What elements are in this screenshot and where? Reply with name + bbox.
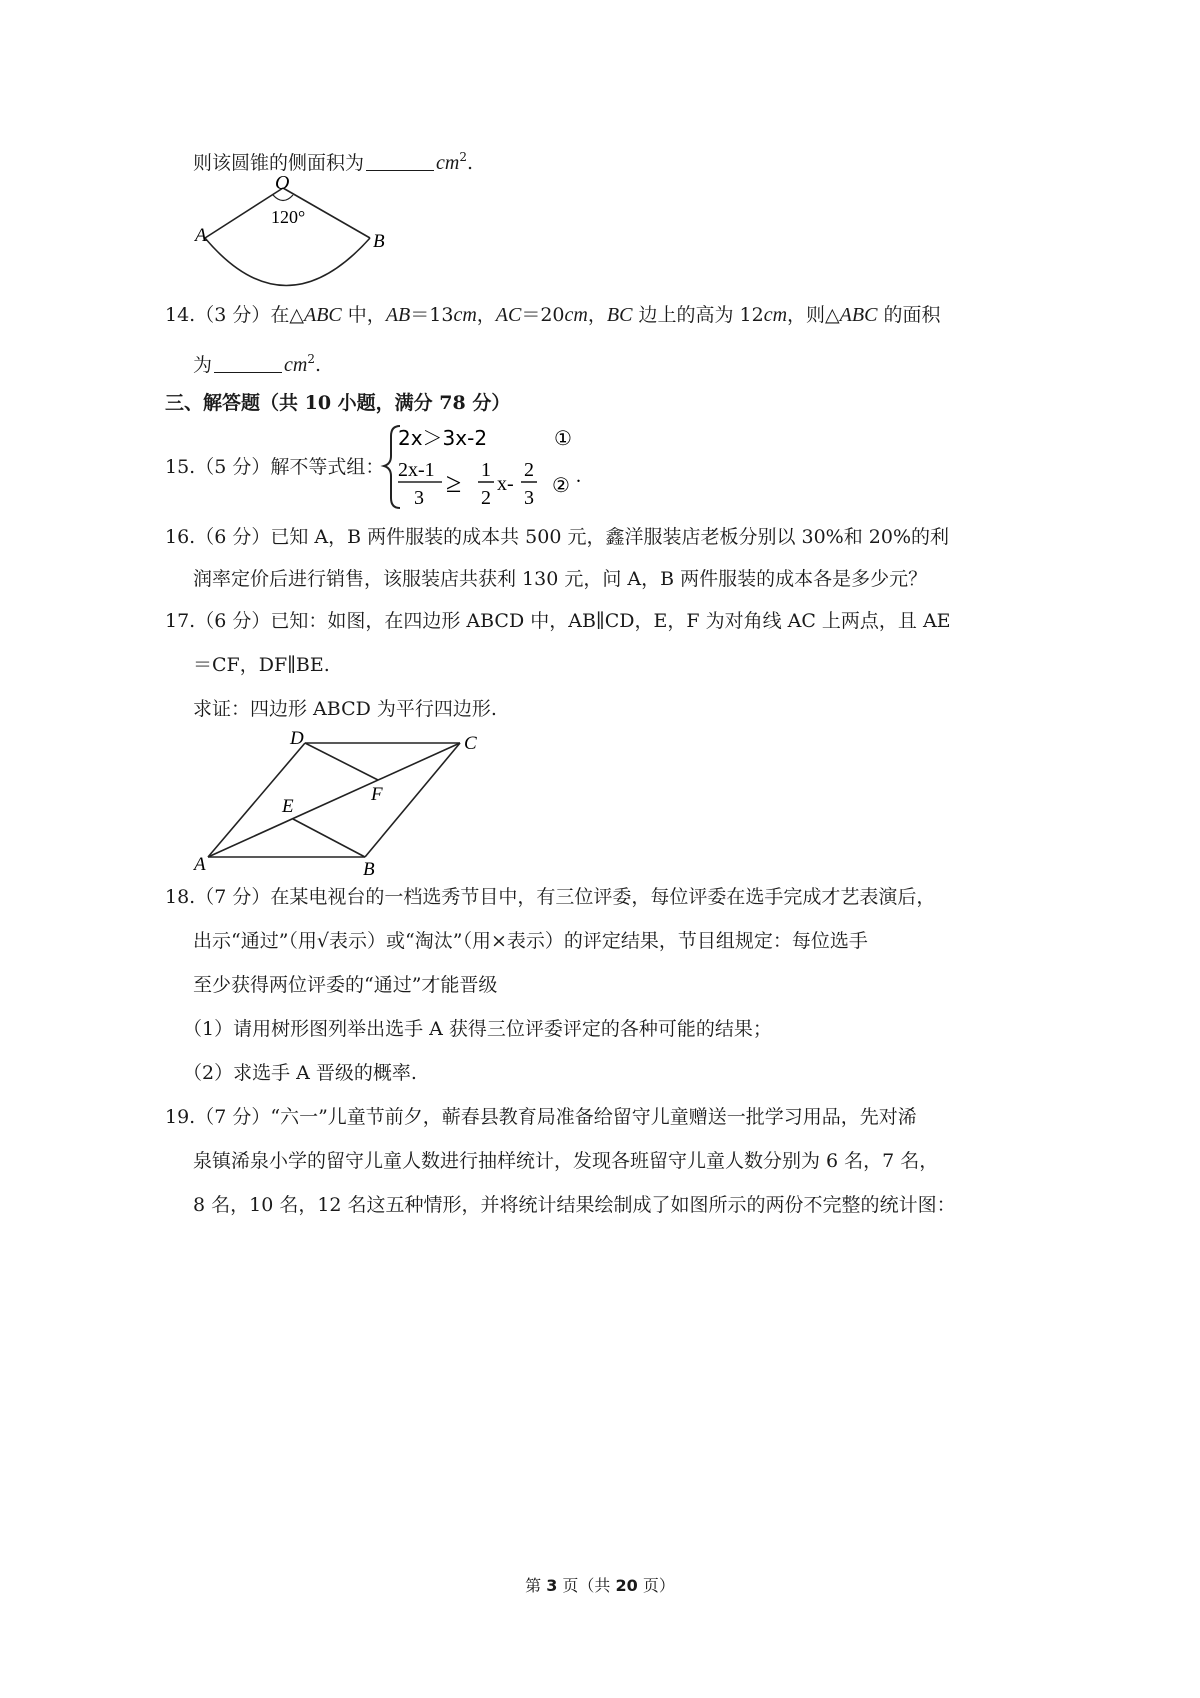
- q18-text: 在某电视台的一档选秀节目中，有三位评委，每位评委在选手完成才艺表演后，: [270, 886, 936, 908]
- q18-text: 出示“通过”（用√表示）或“淘汰”（用×表示）的评定结果，节目组规定：每位选手: [193, 930, 868, 952]
- q14-text: 中，: [341, 304, 386, 326]
- eq2-mark: ②: [552, 475, 570, 497]
- footer-text: 第: [525, 1576, 547, 1595]
- page-footer: [0, 1573, 1200, 1596]
- q16-line1: [165, 523, 949, 551]
- q19-number: 19.: [165, 1106, 196, 1128]
- q15-period: .: [576, 465, 581, 487]
- q18-line3: [193, 971, 497, 999]
- label-o: O: [275, 172, 290, 194]
- label-a: A: [195, 225, 207, 246]
- q18-sub1-text: （1）请用树形图列举出选手 A 获得三位评委评定的各种可能的结果；: [183, 1018, 772, 1040]
- q19-line2: [193, 1147, 938, 1175]
- q19-text: 8 名，10 名，12 名这五种情形，并将统计结果绘制成了如图所示的两份不完整的统计图：: [193, 1194, 956, 1216]
- q16-text: 润率定价后进行销售，该服装店共获利 130 元，问 A，B 两件服装的成本各是多少元？: [193, 568, 928, 590]
- segment-df: [305, 743, 378, 780]
- q14-text: 边上的高为 12: [632, 304, 764, 326]
- label-a: A: [194, 854, 206, 875]
- q14-text: ，: [476, 304, 496, 326]
- q14-text: 的面积: [877, 304, 941, 326]
- q19-score: （7 分）: [195, 1106, 271, 1128]
- q14-power: 2: [307, 352, 315, 366]
- q14-cm: cm: [763, 304, 788, 326]
- q17-text: 已知：如图，在四边形 ABCD 中，AB∥CD，E，F 为对角线 AC 上两点，且 AE: [270, 610, 951, 632]
- q13-answer-blank: [366, 150, 434, 171]
- q14-number: 14.: [165, 304, 196, 326]
- q18-sub2-text: （2）求选手 A 晋级的概率.: [183, 1062, 417, 1084]
- q17-number: 17.: [165, 610, 196, 632]
- q18-line1: [165, 883, 935, 911]
- page-number: 3: [546, 1576, 558, 1595]
- q14-cm: cm: [564, 304, 588, 326]
- eq2-op: ≥: [446, 468, 462, 499]
- q18-score: （7 分）: [195, 886, 271, 908]
- q18-sub2: [183, 1059, 417, 1087]
- eq1-mark: ①: [554, 428, 572, 450]
- q15-score: （5 分）: [195, 456, 271, 478]
- eq2-x: x-: [497, 473, 514, 495]
- q14-answer-blank: [214, 352, 282, 373]
- label-e: E: [282, 796, 294, 817]
- q18-sub1: [183, 1015, 772, 1043]
- q16-line2: [193, 565, 927, 593]
- q17-line3: [193, 695, 497, 723]
- q14-text: 在△: [270, 304, 304, 326]
- q14-score: （3 分）: [195, 304, 271, 326]
- label-d: D: [290, 728, 304, 749]
- q13-power: 2: [459, 150, 467, 164]
- q19-line3: [193, 1191, 956, 1219]
- angle-mark: [273, 195, 293, 201]
- sector-arc: [205, 238, 370, 286]
- q14-abc: ABC: [303, 304, 342, 326]
- footer-text: 页（共: [557, 1576, 616, 1595]
- q17-text: 求证：四边形 ABCD 为平行四边形.: [193, 698, 497, 720]
- q14-text: ，则△: [787, 304, 840, 326]
- q18-line2: [193, 927, 868, 955]
- q14-text: ＝20: [521, 304, 565, 326]
- label-c: C: [464, 733, 477, 754]
- q13-prefix: 则该圆锥的侧面积为: [193, 152, 365, 174]
- q14-ac: AC: [495, 304, 522, 326]
- q14-abc: ABC: [839, 304, 878, 326]
- sector-figure: [190, 172, 390, 288]
- q14-line2-prefix: 为: [193, 354, 213, 376]
- q18-text: 至少获得两位评委的“通过”才能晋级: [193, 974, 498, 996]
- q14-period: .: [314, 354, 322, 376]
- eq2-num-mid: 1: [481, 459, 491, 481]
- q13-answer-line: [193, 143, 473, 177]
- eq2-num-left: 2x-1: [398, 459, 435, 481]
- q17-line1: [165, 607, 951, 635]
- q13-period: .: [466, 152, 474, 174]
- label-b: B: [373, 231, 385, 252]
- q17-text: ＝CF，DF∥BE.: [193, 654, 330, 676]
- q14-bc: BC: [606, 304, 633, 326]
- q19-text: 泉镇浠泉小学的留守儿童人数进行抽样统计，发现各班留守儿童人数分别为 6 名，7 名，: [193, 1150, 939, 1172]
- inequality-system: [380, 420, 610, 510]
- eq2-den-left: 3: [414, 487, 424, 509]
- q19-line1: [165, 1103, 917, 1131]
- q15-number: 15.: [165, 456, 196, 478]
- q14-text: ，: [587, 304, 607, 326]
- section-3-title: 三、解答题（共 10 小题，满分 78 分）: [165, 392, 511, 414]
- label-b: B: [363, 859, 375, 880]
- q14-text: ＝13: [410, 304, 454, 326]
- segment-be: [293, 819, 365, 857]
- eq2-den-mid: 2: [481, 487, 491, 509]
- q14-cm: cm: [453, 304, 477, 326]
- footer-text: 页）: [637, 1576, 675, 1595]
- q17-score: （6 分）: [195, 610, 271, 632]
- q14-line1: [165, 301, 940, 329]
- q18-number: 18.: [165, 886, 196, 908]
- q14-line2: [193, 345, 321, 379]
- parallelogram-figure: [190, 728, 490, 878]
- q14-unit: cm: [284, 354, 308, 376]
- eq2-num-right: 2: [524, 459, 534, 481]
- label-f: F: [371, 784, 383, 805]
- q17-line2: [193, 651, 330, 679]
- total-pages: 20: [615, 1576, 638, 1595]
- q16-score: （6 分）: [195, 526, 271, 548]
- label-angle: 120°: [271, 207, 306, 227]
- eq2-den-right: 3: [524, 487, 534, 509]
- q16-text: 已知 A，B 两件服装的成本共 500 元，鑫洋服装店老板分别以 30%和 20%的利: [270, 526, 950, 548]
- q14-ab: AB: [385, 304, 411, 326]
- q15-text: 解不等式组：: [270, 456, 385, 478]
- eq1: 2x＞3x-2: [398, 426, 488, 450]
- q15-lead: [165, 453, 384, 481]
- q13-unit: cm: [436, 152, 460, 174]
- q19-text: “六一”儿童节前夕，蕲春县教育局准备给留守儿童赠送一批学习用品，先对浠: [270, 1106, 917, 1128]
- q16-number: 16.: [165, 526, 196, 548]
